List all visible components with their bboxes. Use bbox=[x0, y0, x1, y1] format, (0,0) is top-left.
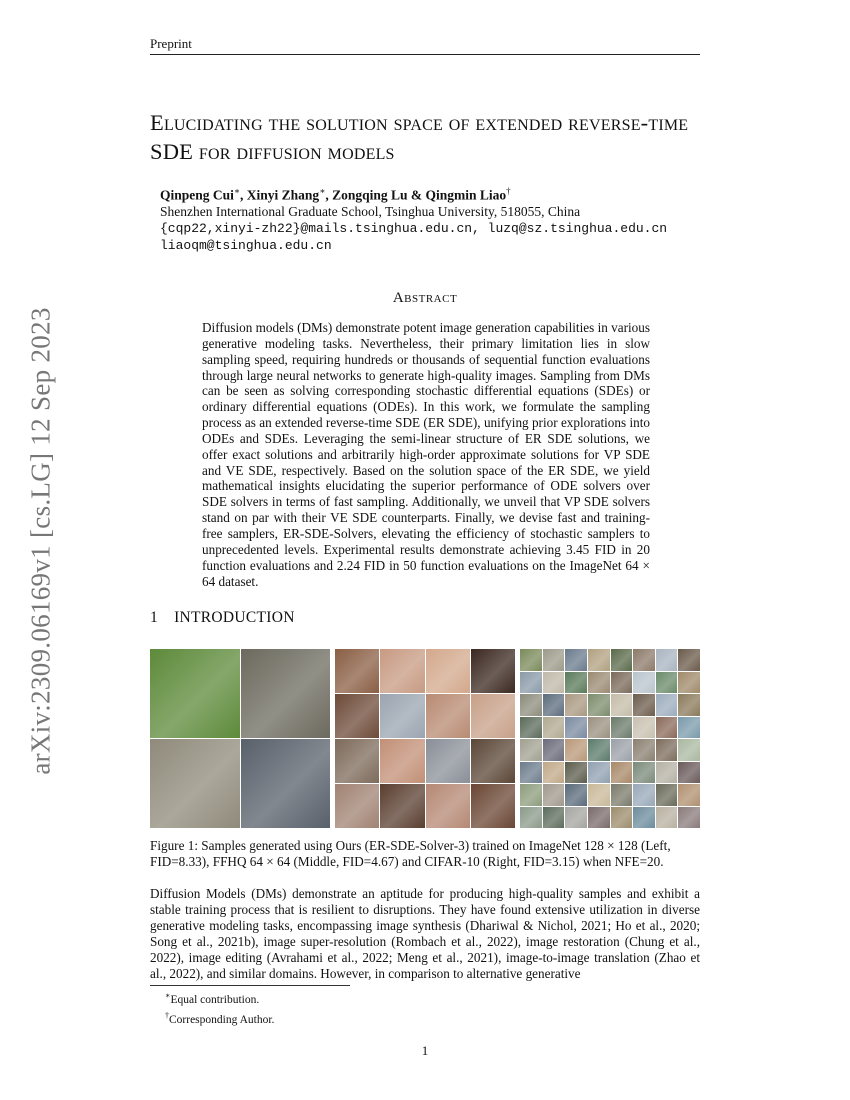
footnotes bbox=[165, 988, 274, 1028]
author-name: Zongqing Lu bbox=[332, 187, 408, 203]
footnote-text: Corresponding Author. bbox=[169, 1013, 275, 1026]
sample-image bbox=[565, 672, 587, 694]
header-rule bbox=[150, 54, 700, 55]
footnote bbox=[165, 1008, 274, 1028]
sample-image bbox=[241, 739, 331, 828]
sample-image bbox=[633, 694, 655, 716]
footnote-rule bbox=[150, 985, 350, 986]
author-mark: † bbox=[506, 186, 511, 196]
abstract-text: Diffusion models (DMs) demonstrate potent image generation capabilities in various generative modeling tasks. Nevertheless, their primary limitation lies in slow sampling speed, requiring hundreds or thousands of sequential function evaluations through large neural networks to generate high-quality images. Sampling from DMs can be seen as solving corresponding stochastic differential equations (SDEs) or ordinary differential equations (ODEs). In this work, we formulate the sampling process as an extended reverse-time SDE (ER SDE), unifying prior explorations into ODEs and SDEs. Leveraging the semi-linear structure of ER SDE solutions, we offer exact solutions and arbitrarily high-order approximate solutions for VP SDE and VE SDE, respectively. Based on the solution space of the ER SDE, we yield mathematical insights elucidating the superior performance of ODE solvers over SDE solvers in terms of fast sampling. Additionally, we unveil that VP SDE solvers stand on par with their VE SDE counterparts. Finally, we devise fast and training-free samplers, ER-SDE-Solvers, elevating the efficiency of stochastic samplers to unprecedented levels. Experimental results demonstrate achieving 3.45 FID in 20 function evaluations and 2.24 FID in 50 function evaluations on the ImageNet 64 × 64 dataset. bbox=[202, 320, 650, 589]
sample-image bbox=[543, 807, 565, 829]
sample-image bbox=[471, 649, 515, 693]
sample-image bbox=[611, 739, 633, 761]
sample-image bbox=[678, 672, 700, 694]
sample-image bbox=[678, 649, 700, 671]
sample-image bbox=[565, 739, 587, 761]
sample-image bbox=[678, 717, 700, 739]
sample-image bbox=[633, 807, 655, 829]
sample-image bbox=[380, 694, 424, 738]
sample-image bbox=[611, 784, 633, 806]
sample-image bbox=[543, 717, 565, 739]
sample-image bbox=[520, 717, 542, 739]
sample-image bbox=[241, 649, 331, 738]
email-line: {cqp22,xinyi-zh22}@mails.tsinghua.edu.cn, luzq@sz.tsinghua.edu.cn bbox=[160, 221, 668, 236]
sample-image bbox=[656, 717, 678, 739]
sample-image bbox=[543, 649, 565, 671]
sample-image bbox=[380, 649, 424, 693]
sample-image bbox=[678, 694, 700, 716]
sample-image bbox=[678, 739, 700, 761]
sample-image bbox=[611, 649, 633, 671]
affiliation: Shenzhen International Graduate School, Tsinghua University, 518055, China bbox=[160, 204, 581, 219]
author-name: Qinpeng Cui bbox=[160, 187, 234, 203]
sample-image bbox=[335, 694, 379, 738]
figure-panel-ffhq bbox=[335, 649, 515, 828]
running-head: Preprint bbox=[150, 36, 192, 51]
sample-image bbox=[678, 762, 700, 784]
footnote-mark: † bbox=[165, 1010, 169, 1020]
author-mark: ∗ bbox=[233, 186, 241, 196]
sample-image bbox=[678, 807, 700, 829]
figure-panel-imagenet bbox=[150, 649, 330, 828]
sample-image bbox=[426, 649, 470, 693]
sample-image bbox=[588, 784, 610, 806]
sample-image bbox=[150, 739, 240, 828]
sample-image bbox=[520, 807, 542, 829]
intro-paragraph: Diffusion Models (DMs) demonstrate an aptitude for producing high-quality samples and exhibit a stable training process that is resilient to disruptions. They have found extensive utilization in diverse generative modeling tasks, encompassing image synthesis (Dhariwal & Nichol, 2021; Ho et al., 2020; Song et al., 2021b), image super-resolution (Rombach et al., 2022), image restoration (Chung et al., 2022), image editing (Avrahami et al., 2022; Meng et al., 2021), image-to-image translation (Zhao et al., 2022), and similar domains. However, in comparison to alternative generative bbox=[150, 886, 700, 981]
sample-image bbox=[520, 784, 542, 806]
sample-image bbox=[543, 739, 565, 761]
sample-image bbox=[678, 784, 700, 806]
sample-image bbox=[335, 649, 379, 693]
section-number: 1 bbox=[150, 609, 159, 626]
sample-image bbox=[380, 784, 424, 828]
footnote-mark: ∗ bbox=[165, 991, 171, 1000]
sample-image bbox=[588, 649, 610, 671]
sample-image bbox=[520, 694, 542, 716]
sample-image bbox=[471, 784, 515, 828]
footnote bbox=[165, 988, 274, 1008]
section-heading bbox=[150, 609, 295, 627]
sample-image bbox=[520, 649, 542, 671]
sample-image bbox=[471, 694, 515, 738]
sample-image bbox=[426, 694, 470, 738]
sample-image bbox=[543, 672, 565, 694]
arxiv-identifier: arXiv:2309.06169v1 [cs.LG] 12 Sep 2023 bbox=[25, 307, 56, 775]
sample-image bbox=[633, 649, 655, 671]
sample-image bbox=[426, 739, 470, 783]
footnote-text: Equal contribution. bbox=[170, 993, 260, 1006]
sample-image bbox=[656, 672, 678, 694]
title-part-1: Elucidating the solution space of extended reverse-time bbox=[150, 110, 689, 135]
sample-image bbox=[426, 784, 470, 828]
sample-image bbox=[520, 762, 542, 784]
sample-image bbox=[380, 739, 424, 783]
sample-image bbox=[656, 739, 678, 761]
title-part-2: for diffusion models bbox=[193, 139, 395, 164]
sample-image bbox=[588, 694, 610, 716]
sample-image bbox=[520, 672, 542, 694]
sample-image bbox=[543, 784, 565, 806]
sample-image bbox=[588, 717, 610, 739]
sample-image bbox=[335, 739, 379, 783]
sample-image bbox=[633, 717, 655, 739]
sample-image bbox=[656, 784, 678, 806]
sample-image bbox=[588, 672, 610, 694]
author-name: Xinyi Zhang bbox=[246, 187, 320, 203]
author-emails bbox=[160, 220, 667, 254]
sample-image bbox=[633, 762, 655, 784]
sample-image bbox=[565, 784, 587, 806]
paper-title bbox=[150, 108, 710, 166]
sample-image bbox=[633, 739, 655, 761]
sample-image bbox=[611, 807, 633, 829]
sample-image bbox=[565, 649, 587, 671]
sample-image bbox=[471, 739, 515, 783]
sample-image bbox=[633, 784, 655, 806]
sample-image bbox=[588, 739, 610, 761]
abstract-heading: Abstract bbox=[392, 290, 458, 306]
sample-image bbox=[588, 762, 610, 784]
sample-image bbox=[543, 762, 565, 784]
sample-image bbox=[633, 672, 655, 694]
figure-caption: Figure 1: Samples generated using Ours (ER-SDE-Solver-3) trained on ImageNet 128 × 128 (Left, FID=8.33), FFHQ 64 × 64 (Middle, FID=4.67) and CIFAR-10 (Right, FID=3.15) when NFE=20. bbox=[150, 838, 671, 869]
sample-image bbox=[656, 762, 678, 784]
sample-image bbox=[520, 739, 542, 761]
sample-image bbox=[656, 694, 678, 716]
sample-image bbox=[565, 762, 587, 784]
section-title: INTRODUCTION bbox=[174, 609, 295, 626]
author-list: Qinpeng Cui∗, Xinyi Zhang∗, Zongqing Lu & Qingmin Liao† bbox=[160, 186, 511, 203]
page-number: 1 bbox=[421, 1043, 429, 1058]
sample-image bbox=[656, 649, 678, 671]
sample-image bbox=[335, 784, 379, 828]
sample-image bbox=[565, 717, 587, 739]
sample-image bbox=[611, 672, 633, 694]
figure-panel-cifar bbox=[520, 649, 700, 828]
sample-image bbox=[565, 807, 587, 829]
arxiv-sidebar bbox=[26, 296, 56, 786]
sample-image bbox=[588, 807, 610, 829]
author-mark: ∗ bbox=[319, 186, 326, 196]
sample-image bbox=[656, 807, 678, 829]
sample-image bbox=[611, 762, 633, 784]
title-sde: SDE bbox=[150, 139, 194, 164]
sample-image bbox=[611, 694, 633, 716]
sample-image bbox=[565, 694, 587, 716]
email-line: liaoqm@tsinghua.edu.cn bbox=[160, 238, 332, 253]
sample-image bbox=[543, 694, 565, 716]
sample-image bbox=[150, 649, 240, 738]
author-name: Qingmin Liao bbox=[425, 187, 507, 203]
sample-image bbox=[611, 717, 633, 739]
